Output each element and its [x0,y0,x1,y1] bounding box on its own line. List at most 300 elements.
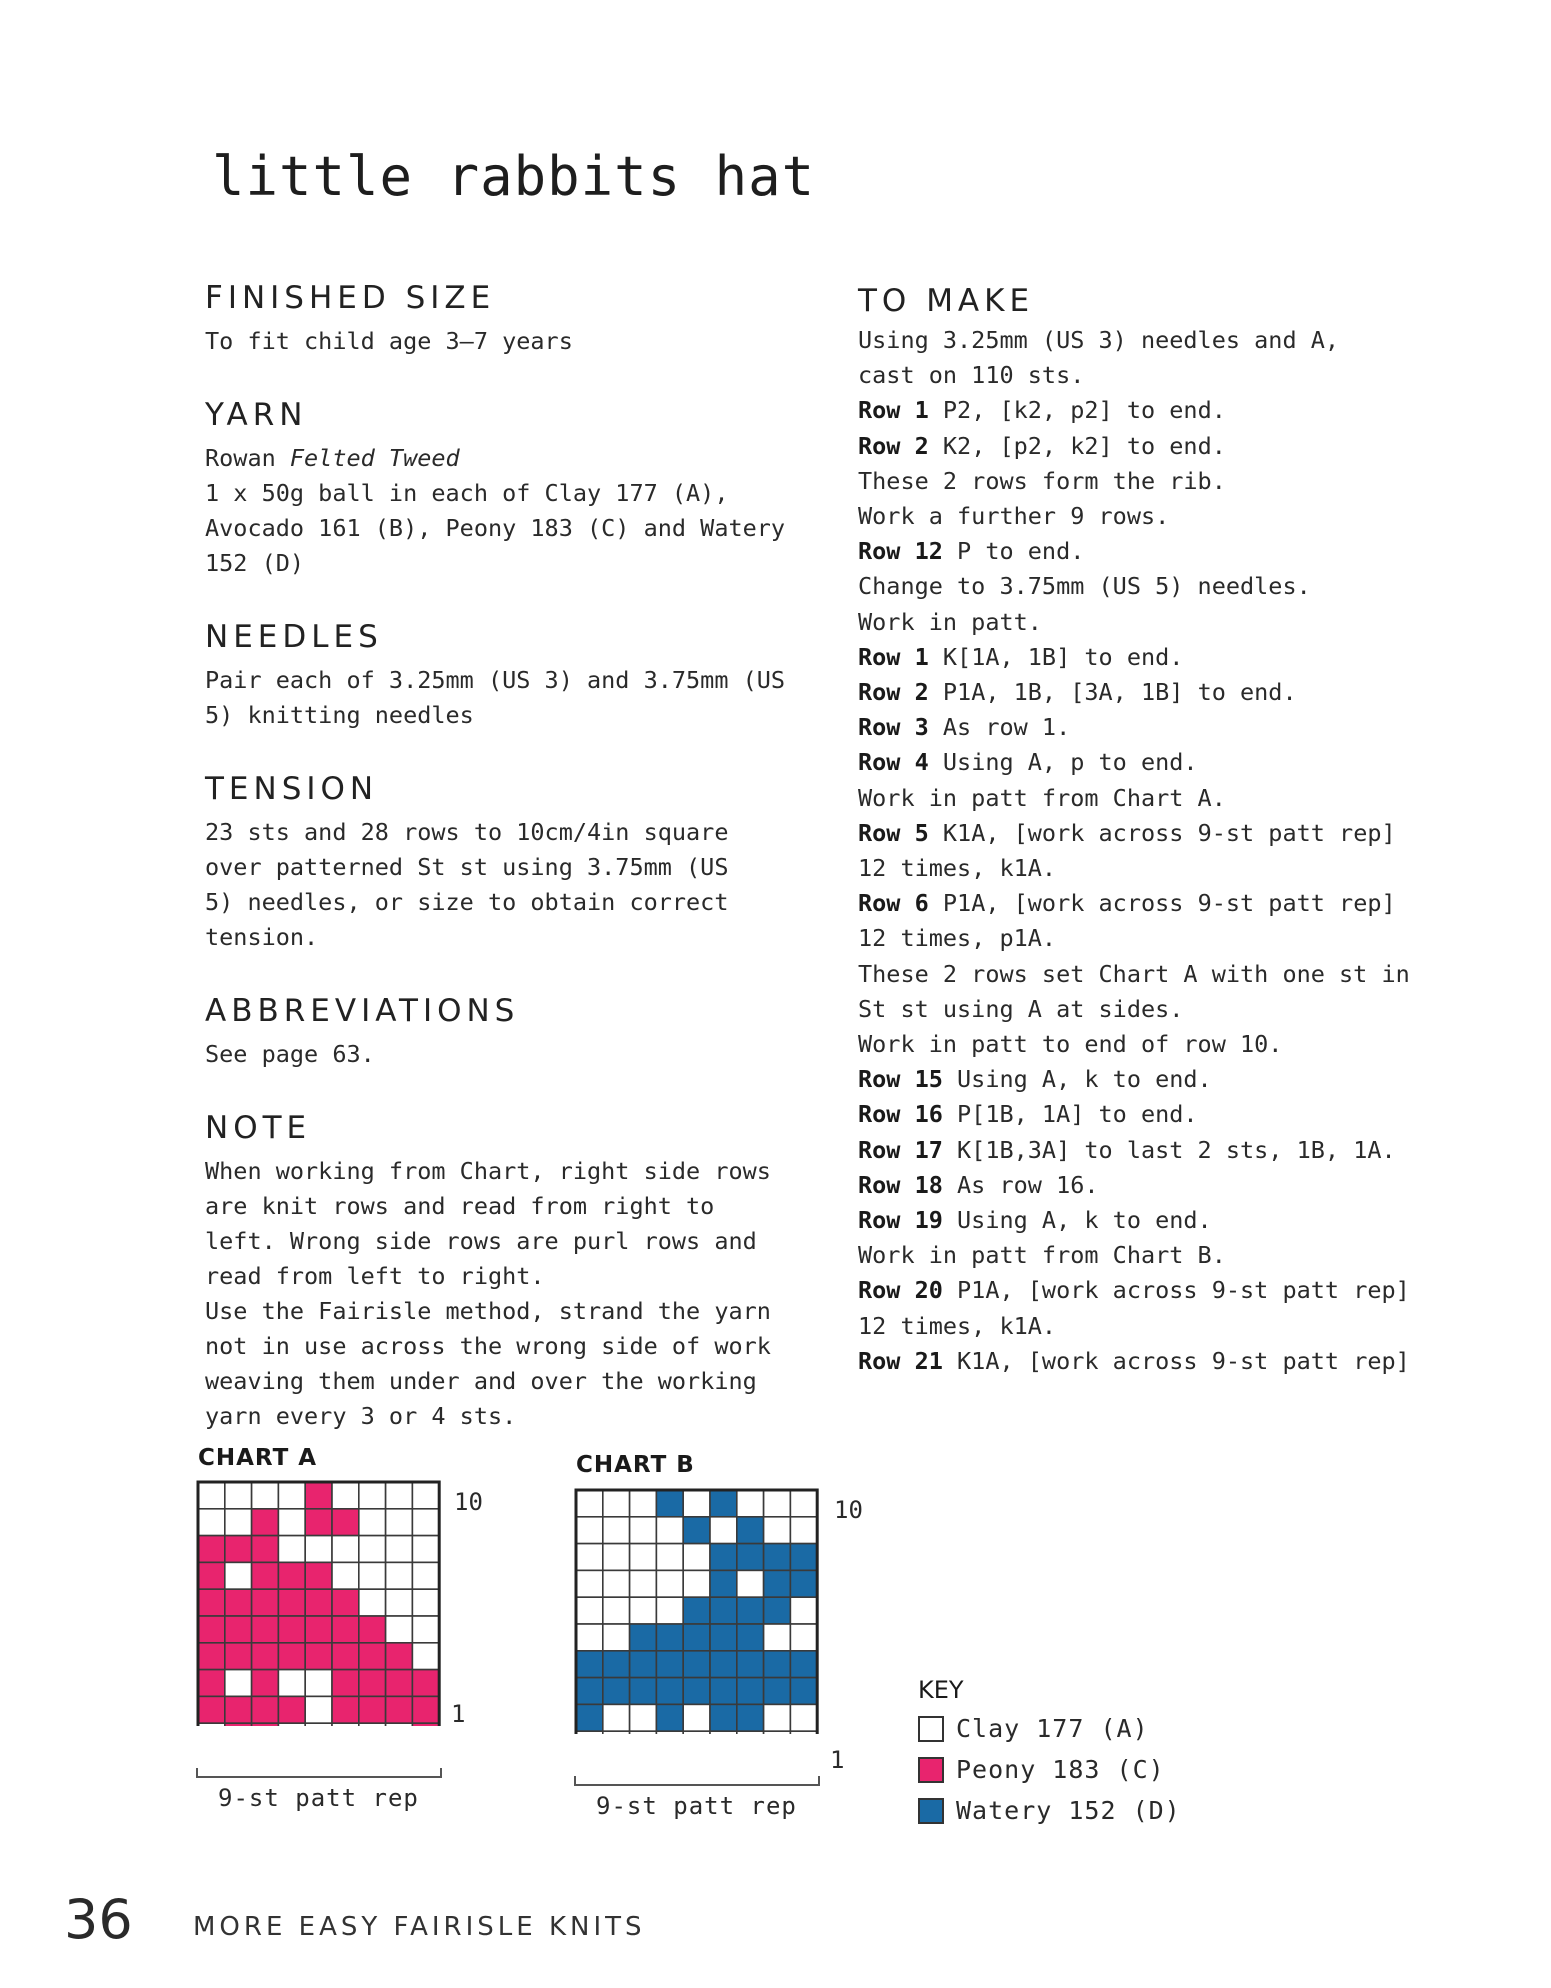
chart-a-cell [359,1723,386,1726]
left-column [205,278,825,1470]
instruction-line [858,640,1418,675]
chart-b-cell [710,1517,737,1544]
chart-a-cell [278,1616,305,1643]
chart-b-cell [630,1651,657,1678]
chart-b-cell [764,1517,791,1544]
chart-b-cell [603,1570,630,1597]
chart-b-cell [683,1678,710,1705]
chart-a-cell [252,1723,279,1726]
chart-a-cell [278,1536,305,1563]
chart-b-cell [656,1490,683,1517]
chart-a-cell [305,1589,332,1616]
page-number: 36 [64,1888,133,1951]
chart-b-cell [683,1704,710,1731]
chart-b-cell [683,1624,710,1651]
instruction-text: K[1A, 1B] to end. [928,642,1184,671]
chart-b-cell [710,1678,737,1705]
chart-b-cell [630,1624,657,1651]
chart-b-cell [737,1704,764,1731]
section-body [205,441,825,581]
chart-b-cell [764,1490,791,1517]
instruction-text: Using A, p to end. [928,748,1198,777]
instruction-line [858,605,1418,640]
row-number: Row 3 [858,713,929,742]
instruction-text: P2, [k2, p2] to end. [928,396,1226,425]
chart-b-top-row-number: 10 [834,1496,863,1524]
chart-a-cell [386,1670,413,1697]
chart-a-cell [305,1562,332,1589]
section-heading: FINISHED SIZE [205,280,496,316]
section-heading: NEEDLES [205,619,383,655]
row-number: Row 5 [858,818,929,847]
section-line: 152 (D) [205,549,305,577]
chart-a-cell [332,1589,359,1616]
instruction-line [858,393,1418,428]
chart-b-cell [656,1731,683,1734]
row-number: Row 2 [858,678,929,707]
chart-b-cell [683,1490,710,1517]
chart-a-cell [225,1482,252,1509]
chart-a-cell [225,1562,252,1589]
chart-a-label: CHART A [198,1445,318,1471]
chart-b-cell [790,1704,817,1731]
chart-a-cell [198,1616,225,1643]
chart-a-cell [412,1482,439,1509]
chart-b-grid [574,1488,820,1734]
section-line: To fit child age 3–7 years [205,327,573,355]
instruction-text: These 2 rows form the rib. [858,466,1226,495]
to-make-instructions [858,323,1418,1379]
chart-a-cell [225,1616,252,1643]
key-swatch-clay [918,1716,944,1742]
instruction-line [858,745,1418,780]
instruction-line [858,1238,1418,1273]
chart-a-cell [359,1482,386,1509]
section-line: read from left to right. [205,1262,545,1290]
section-line: Rowan Felted Tweed [205,444,460,472]
chart-a-cell [332,1723,359,1726]
chart-b-cell [737,1490,764,1517]
chart-a-cell [412,1696,439,1723]
instruction-text: K[1B,3A] to last 2 sts, 1B, 1A. [942,1135,1396,1164]
instruction-text: P1A, 1B, [3A, 1B] to end. [928,678,1297,707]
chart-b-bottom-row-number: 1 [830,1746,845,1774]
chart-b-cell [630,1517,657,1544]
chart-a-cell [252,1616,279,1643]
chart-b-cell [603,1624,630,1651]
chart-a-cell [225,1670,252,1697]
chart-a-cell [359,1589,386,1616]
chart-a-cell [412,1670,439,1697]
instruction-text: 12 times, k1A. [858,854,1057,883]
chart-a-grid [196,1480,442,1726]
instruction-text: cast on 110 sts. [858,361,1085,390]
chart-a-cell [359,1509,386,1536]
section-body [205,1037,825,1072]
chart-a-cell [305,1616,332,1643]
chart-a-cell [252,1509,279,1536]
instruction-line [858,429,1418,464]
instruction-text: P1A, [work across 9-st patt rep] [928,889,1396,918]
chart-a-cell [198,1696,225,1723]
section-heading: YARN [205,397,308,433]
chart-b-cell [710,1597,737,1624]
instruction-text: St st using A at sides. [858,994,1184,1023]
key-item-peony [918,1755,1165,1784]
row-number: Row 6 [858,889,929,918]
instruction-line [858,323,1418,358]
instruction-text: 12 times, p1A. [858,924,1057,953]
chart-b-cell [603,1490,630,1517]
instruction-line [858,816,1418,851]
instruction-text: Using 3.25mm (US 3) needles and A, [858,326,1340,354]
page-title: little rabbits hat [212,145,816,208]
chart-a-cell [252,1696,279,1723]
chart-b-cell [764,1651,791,1678]
chart-a-cell [252,1670,279,1697]
instruction-text: Work in patt from Chart B. [858,1241,1226,1270]
chart-a-cell [225,1589,252,1616]
chart-a-cell [386,1536,413,1563]
row-number: Row 1 [858,642,929,671]
chart-b-cell [790,1544,817,1571]
chart-a-cell [225,1696,252,1723]
chart-b-cell [737,1517,764,1544]
chart-a-cell [198,1643,225,1670]
chart-a-cell [412,1509,439,1536]
section-heading: TENSION [205,771,379,807]
chart-a-cell [305,1509,332,1536]
chart-b-cell [630,1490,657,1517]
section-line: 5) knitting needles [205,701,474,729]
row-number: Row 4 [858,748,929,777]
instruction-text: As row 1. [928,713,1071,742]
chart-b-cell [576,1544,603,1571]
chart-b-cell [710,1651,737,1678]
chart-b-cell [683,1597,710,1624]
section-heading: NOTE [205,1110,312,1146]
section-needles [205,617,825,733]
section-abbreviations [205,991,825,1072]
instruction-line [858,1133,1418,1168]
chart-a-cell [305,1670,332,1697]
instruction-line [858,992,1418,1027]
key-item-watery [918,1796,1181,1825]
chart-a-cell [252,1482,279,1509]
chart-b-cell [630,1544,657,1571]
chart-a-cell [305,1482,332,1509]
chart-a-cell [252,1536,279,1563]
instruction-line [858,1203,1418,1238]
section-tension [205,769,825,955]
chart-b-rep-label: 9-st patt rep [596,1792,797,1820]
instruction-line [858,1344,1418,1379]
section-line: Use the Fairisle method, strand the yarn [205,1297,771,1325]
chart-b-cell [576,1517,603,1544]
instruction-line [858,675,1418,710]
chart-b-cell [603,1704,630,1731]
chart-a-cell [412,1643,439,1670]
chart-b-cell [790,1624,817,1651]
chart-a-cell [198,1536,225,1563]
chart-b-cell [656,1678,683,1705]
chart-b-cell [764,1544,791,1571]
instruction-text: P[1B, 1A] to end. [942,1100,1198,1129]
chart-b-cell [737,1651,764,1678]
key-title: KEY [918,1676,964,1704]
to-make-heading: TO MAKE [858,283,1035,319]
section-body [205,1154,825,1434]
chart-b-cell [683,1517,710,1544]
section-line: left. Wrong side rows are purl rows and [205,1227,757,1255]
instruction-line [858,464,1418,499]
chart-a-cell [386,1509,413,1536]
chart-b-cell [630,1678,657,1705]
chart-a-cell [332,1696,359,1723]
chart-a-top-row-number: 10 [454,1488,483,1516]
chart-a-cell [278,1482,305,1509]
row-number: Row 19 [858,1206,943,1235]
chart-a-cell [225,1536,252,1563]
section-line: Pair each of 3.25mm (US 3) and 3.75mm (US [205,666,786,694]
chart-a-rep-bracket [196,1768,442,1778]
key-label-clay: Clay 177 (A) [956,1714,1149,1743]
section-line: Avocado 161 (B), Peony 183 (C) and Watery [205,514,786,542]
chart-b-cell [683,1544,710,1571]
chart-a-cell [332,1536,359,1563]
chart-a-cell [278,1670,305,1697]
chart-b-cell [737,1570,764,1597]
section-line: 1 x 50g ball in each of Clay 177 (A), [205,479,729,507]
chart-b-cell [603,1651,630,1678]
chart-b-label: CHART B [576,1452,695,1478]
chart-a-cell [359,1536,386,1563]
chart-b-cell [576,1704,603,1731]
chart-a-cell [332,1562,359,1589]
instruction-line [858,957,1418,992]
chart-a-cell [278,1509,305,1536]
chart-b-cell [576,1624,603,1651]
chart-b-cell [737,1624,764,1651]
chart-a-cell [252,1562,279,1589]
chart-b-cell [656,1544,683,1571]
chart-b-cell [764,1570,791,1597]
chart-b-cell [603,1731,630,1734]
key-swatch-watery [918,1798,944,1824]
chart-a-bottom-row-number: 1 [451,1700,466,1728]
instruction-line [858,1273,1418,1308]
chart-a-cell [198,1723,225,1726]
chart-a-cell [386,1616,413,1643]
section-heading: ABBREVIATIONS [205,993,520,1029]
chart-a-cell [386,1643,413,1670]
chart-a-cell [252,1643,279,1670]
chart-a-cell [305,1696,332,1723]
chart-a-cell [198,1562,225,1589]
chart-a-cell [305,1536,332,1563]
row-number: Row 2 [858,431,929,460]
chart-b-cell [603,1517,630,1544]
section-line: When working from Chart, right side rows [205,1157,771,1185]
instruction-text: Work a further 9 rows. [858,502,1170,531]
instruction-line [858,534,1418,569]
section-line: tension. [205,923,319,951]
book-title: MORE EASY FAIRISLE KNITS [193,1912,646,1942]
instruction-text: P to end. [942,537,1085,566]
chart-a-cell [252,1589,279,1616]
chart-a-cell [412,1536,439,1563]
chart-b-cell [576,1651,603,1678]
chart-b-cell [710,1624,737,1651]
chart-b-cell [790,1517,817,1544]
instruction-text: P1A, [work across 9-st patt rep] [942,1276,1410,1305]
chart-b-cell [656,1624,683,1651]
chart-a-cell [278,1723,305,1726]
instruction-text: K1A, [work across 9-st patt rep] [928,818,1396,847]
section-finished-size [205,278,825,359]
instruction-text: Work in patt. [858,607,1042,636]
row-number: Row 16 [858,1100,943,1129]
section-body [205,324,825,359]
key-swatch-peony [918,1757,944,1783]
chart-a-rep-label: 9-st patt rep [218,1784,419,1812]
chart-b-cell [656,1570,683,1597]
instruction-line [858,1062,1418,1097]
section-line: yarn every 3 or 4 sts. [205,1402,517,1430]
instruction-line [858,921,1418,956]
chart-a-cell [332,1509,359,1536]
chart-b-cell [656,1651,683,1678]
chart-b-cell [656,1597,683,1624]
instruction-text: Work in patt to end of row 10. [858,1030,1283,1059]
chart-a-cell [386,1562,413,1589]
chart-b-cell [710,1490,737,1517]
chart-a-cell [412,1589,439,1616]
chart-b-cell [630,1704,657,1731]
section-body [205,663,825,733]
instruction-line [858,781,1418,816]
instruction-line [858,358,1418,393]
chart-b-cell [656,1517,683,1544]
chart-b-rep-bracket [574,1776,820,1786]
chart-b-cell [683,1731,710,1734]
chart-b-cell [630,1570,657,1597]
chart-b-cell [790,1597,817,1624]
instruction-text: Work in patt from Chart A. [858,783,1226,812]
chart-a-cell [198,1482,225,1509]
instruction-text: K1A, [work across 9-st patt rep] [942,1346,1410,1375]
instruction-line [858,569,1418,604]
chart-a-cell [198,1670,225,1697]
row-number: Row 12 [858,537,943,566]
section-line: weaving them under and over the working [205,1367,757,1395]
section-line: 23 sts and 28 rows to 10cm/4in square [205,818,729,846]
chart-a-cell [278,1696,305,1723]
chart-a-cell [225,1509,252,1536]
chart-b-cell [603,1678,630,1705]
chart-a-cell [386,1589,413,1616]
key-item-clay [918,1714,1149,1743]
chart-b-cell [764,1678,791,1705]
chart-a-cell [359,1616,386,1643]
row-number: Row 17 [858,1135,943,1164]
instruction-line [858,1168,1418,1203]
instruction-line [858,710,1418,745]
chart-a-cell [278,1589,305,1616]
chart-b-cell [790,1651,817,1678]
section-body [205,815,825,955]
chart-a-cell [386,1482,413,1509]
chart-a-cell [386,1696,413,1723]
chart-a-cell [412,1562,439,1589]
to-make-column [858,281,1418,1379]
chart-b-cell [656,1704,683,1731]
chart-b-cell [683,1651,710,1678]
row-number: Row 18 [858,1170,943,1199]
chart-a-cell [198,1589,225,1616]
section-note [205,1108,825,1434]
instruction-line [858,851,1418,886]
chart-b-cell [737,1731,764,1734]
chart-b-cell [710,1731,737,1734]
chart-a-cell [386,1723,413,1726]
chart-b-cell [576,1678,603,1705]
key-label-peony: Peony 183 (C) [956,1755,1165,1784]
instruction-text: K2, [p2, k2] to end. [928,431,1226,460]
chart-b-cell [764,1731,791,1734]
key-label-watery: Watery 152 (D) [956,1796,1181,1825]
chart-a-cell [278,1643,305,1670]
instruction-text: Change to 3.75mm (US 5) needles. [858,572,1311,601]
instruction-text: 12 times, k1A. [858,1311,1057,1340]
chart-b-cell [737,1544,764,1571]
chart-a-cell [332,1670,359,1697]
chart-b-cell [790,1570,817,1597]
instruction-line [858,1097,1418,1132]
chart-a-cell [359,1643,386,1670]
chart-a-cell [305,1643,332,1670]
chart-b-cell [737,1678,764,1705]
row-number: Row 15 [858,1065,943,1094]
chart-a-cell [198,1509,225,1536]
chart-b-cell [576,1597,603,1624]
chart-b-cell [764,1704,791,1731]
chart-b-cell [576,1490,603,1517]
section-line: not in use across the wrong side of work [205,1332,771,1360]
chart-a-cell [225,1723,252,1726]
section-line: over patterned St st using 3.75mm (US [205,853,729,881]
section-line: are knit rows and read from right to [205,1192,715,1220]
row-number: Row 21 [858,1346,943,1375]
chart-b-cell [710,1704,737,1731]
chart-b-cell [683,1570,710,1597]
chart-a-cell [278,1562,305,1589]
chart-a-cell [332,1482,359,1509]
chart-b-cell [790,1731,817,1734]
chart-a-cell [305,1723,332,1726]
section-yarn [205,395,825,581]
chart-a-cell [359,1696,386,1723]
chart-a-cell [412,1616,439,1643]
instruction-text: Using A, k to end. [942,1065,1212,1094]
instruction-text: As row 16. [942,1170,1099,1199]
chart-b-cell [790,1490,817,1517]
chart-a-cell [332,1616,359,1643]
row-number: Row 20 [858,1276,943,1305]
chart-b-cell [710,1544,737,1571]
chart-a-cell [359,1670,386,1697]
chart-b-cell [764,1624,791,1651]
